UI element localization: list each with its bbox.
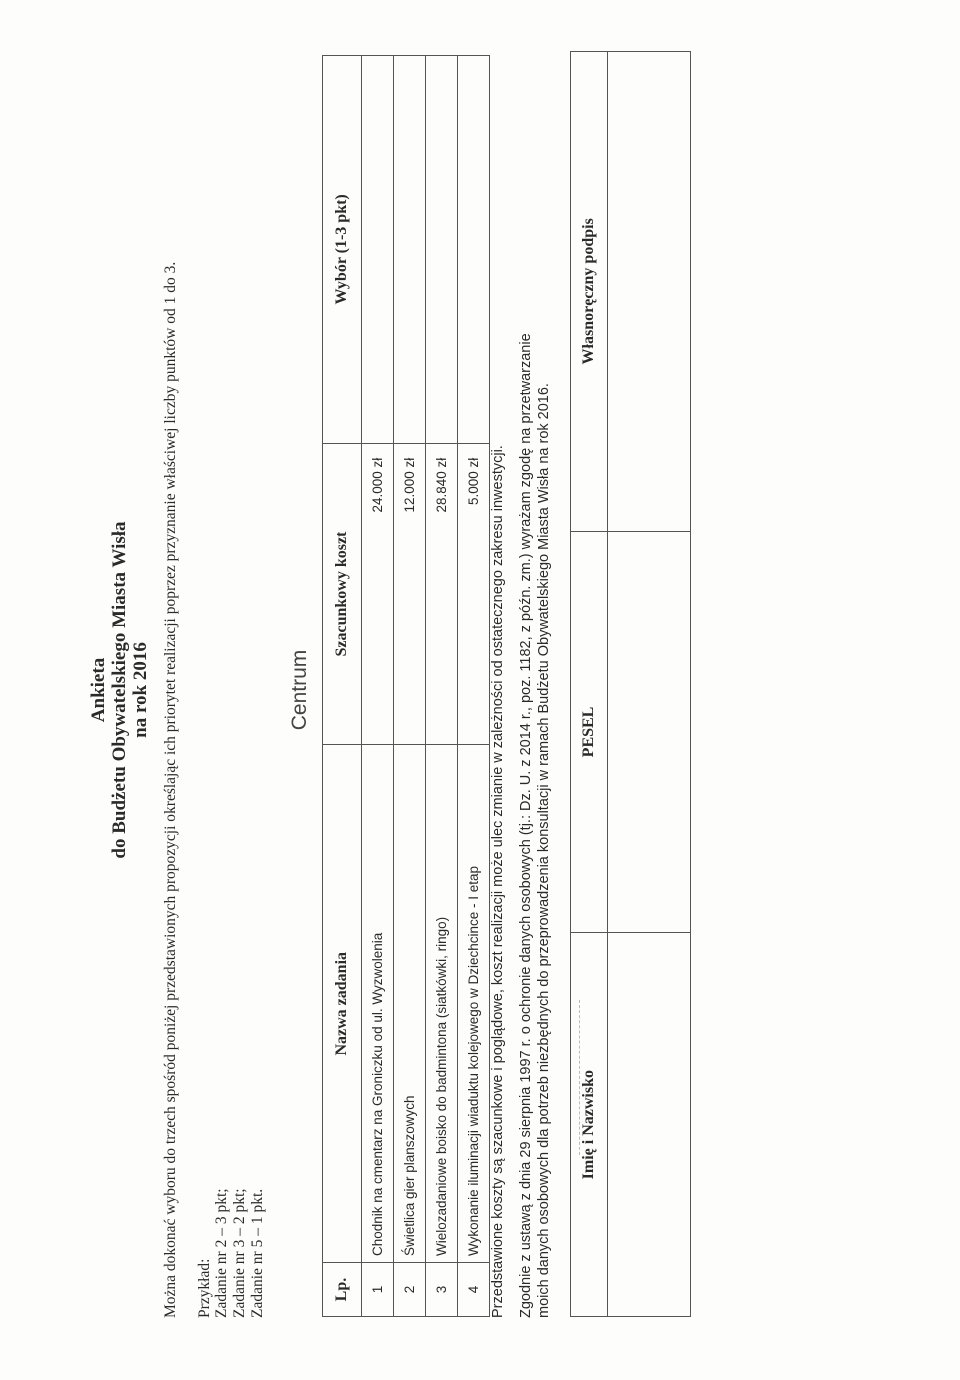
header-cost: Szacunkowy koszt bbox=[323, 443, 362, 745]
table-row bbox=[426, 56, 458, 1317]
header-pesel: PESEL bbox=[571, 531, 608, 933]
signature-input-row bbox=[608, 52, 691, 1317]
document-subtitle: do Budżetu Obywatelskiego Miasta Wisła bbox=[109, 521, 130, 859]
costs-note: Przedstawione koszty są szacunkowe i poglądowe, koszt realizacji może ulec zmianie w zależności od ostatecznego zakresu inwestycji. bbox=[490, 445, 506, 1318]
consent-note-line2: moich danych osobowych dla potrzeb niezbędnych do przeprowadzenia konsultacji w ramach Budżetu Obywatelskiego Miasta Wisła na rok 2016. bbox=[536, 383, 552, 1318]
row-task-name: Świetlica gier planszowych bbox=[394, 745, 426, 1263]
scan-artifact-line bbox=[579, 1000, 580, 1155]
row-lp: 4 bbox=[458, 1263, 490, 1317]
choice-input-cell[interactable] bbox=[362, 56, 394, 444]
signature-field[interactable] bbox=[608, 52, 691, 532]
example-item: Zadanie nr 3 – 2 pkt; bbox=[231, 1188, 248, 1318]
row-cost: 12.000 zł bbox=[394, 443, 426, 745]
row-task-name: Wykonanie iluminacji wiaduktu kolejowego w Dziechcince - I etap bbox=[458, 745, 490, 1263]
header-signature: Własnoręczny podpis bbox=[571, 52, 608, 532]
signature-header-row bbox=[571, 52, 608, 1317]
consent-note-line1: Zgodnie z ustawą z dnia 29 sierpnia 1997 r. o ochronie danych osobowych (tj.: Dz. U. z 2014 r., poz. 1182, z późn. zm.) wyrażam zgodę na przetwarzanie bbox=[518, 333, 534, 1318]
row-lp: 2 bbox=[394, 1263, 426, 1317]
row-lp: 1 bbox=[362, 1263, 394, 1317]
row-lp: 3 bbox=[426, 1263, 458, 1317]
choice-input-cell[interactable] bbox=[394, 56, 426, 444]
table-row bbox=[458, 56, 490, 1317]
signature-table bbox=[570, 51, 691, 1317]
document-title: Ankieta bbox=[88, 657, 109, 723]
example-item: Zadanie nr 5 – 1 pkt. bbox=[249, 1188, 266, 1318]
pesel-field[interactable] bbox=[608, 531, 691, 933]
row-task-name: Wielozadaniowe boisko do badmintona (siatkówki, ringo) bbox=[426, 745, 458, 1263]
choice-input-cell[interactable] bbox=[458, 56, 490, 444]
tasks-table bbox=[322, 55, 490, 1317]
table-row bbox=[362, 56, 394, 1317]
document-year: na rok 2016 bbox=[130, 642, 151, 738]
section-title: Centrum bbox=[288, 649, 311, 731]
header-full-name: Imię i Nazwisko bbox=[571, 933, 608, 1317]
example-item: Zadanie nr 2 – 3 pkt; bbox=[213, 1188, 230, 1318]
row-cost: 5.000 zł bbox=[458, 443, 490, 745]
full-name-field[interactable] bbox=[608, 933, 691, 1317]
choice-input-cell[interactable] bbox=[426, 56, 458, 444]
table-header-row bbox=[323, 56, 362, 1317]
header-choice: Wybór (1-3 pkt) bbox=[323, 56, 362, 444]
header-lp: Lp. bbox=[323, 1263, 362, 1317]
table-row bbox=[394, 56, 426, 1317]
row-task-name: Chodnik na cmentarz na Groniczku od ul. Wyzwolenia bbox=[362, 745, 394, 1263]
row-cost: 24.000 zł bbox=[362, 443, 394, 745]
intro-text: Można dokonać wyboru do trzech spośród poniżej przedstawionych propozycji określając ich priorytet realizacji poprzez przyznanie właściwej liczby punktów od 1 do 3. bbox=[162, 261, 179, 1318]
example-label: Przykład: bbox=[196, 1258, 213, 1318]
header-task-name: Nazwa zadania bbox=[323, 745, 362, 1263]
row-cost: 28.840 zł bbox=[426, 443, 458, 745]
